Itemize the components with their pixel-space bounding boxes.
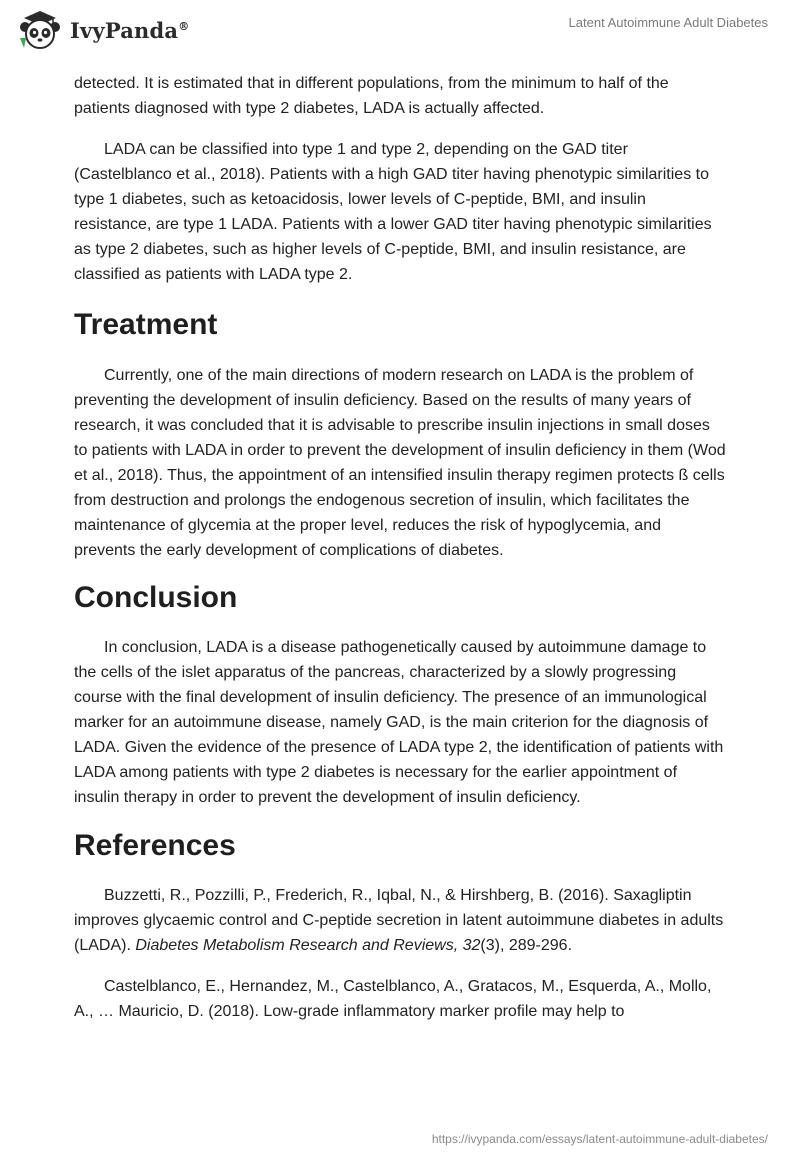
source-url[interactable]: https://ivypanda.com/essays/latent-autoimmune-adult-diabetes/ bbox=[431, 1132, 768, 1146]
reference-pages: (3), 289-296. bbox=[480, 937, 573, 954]
essay-content bbox=[74, 71, 726, 1024]
panda-graduate-icon bbox=[16, 8, 62, 52]
document-title: Latent Autoimmune Adult Diabetes bbox=[568, 15, 768, 30]
page-header bbox=[0, 0, 800, 60]
heading-references: References bbox=[74, 829, 236, 862]
paragraph-conclusion: In conclusion, LADA is a disease pathogenetically caused by autoimmune damage to the cells of the islet apparatus of the pancreas, characterized by a slowly progressing course with the final development of insulin deficiency. The presence of an immunological marker for an autoimmune disease, namely GAD, is the main criterion for the diagnosis of LADA. Given the evidence of the presence of LADA type 2, the identification of patients with LADA among patients with type 2 diabetes is necessary for the earlier appointment of insulin therapy in order to prevent the development of insulin deficiency. bbox=[74, 639, 724, 806]
paragraph-treatment: Currently, one of the main directions of modern research on LADA is the problem of preventing the development of insulin deficiency. Based on the results of many years of research, it was concluded that it is advisable to prescribe insulin injections in small doses to patients with LADA in order to prevent the development of insulin deficiency in them (Wod et al., 2018). Thus, the appointment of an intensified insulin therapy regimen protects ß cells from destruction and prolongs the endogenous secretion of insulin, which facilitates the maintenance of glycemia at the proper level, reduces the risk of hypoglycemia, and prevents the early development of complications of diabetes. bbox=[74, 367, 726, 559]
reference-item: Castelblanco, E., Hernandez, M., Castelblanco, A., Gratacos, M., Esquerda, A., Mollo, A., … Mauricio, D. (2018). Low-grade inflammatory marker profile may help to bbox=[74, 978, 712, 1020]
brand-logo[interactable] bbox=[16, 8, 189, 52]
paragraph-classification: LADA can be classified into type 1 and type 2, depending on the GAD titer (Castelblanco et al., 2018). Patients with a high GAD titer having phenotypic similarities to type 1 diabetes, such as ketoacidosis, lower levels of C-peptide, BMI, and insulin resistance, are type 1 LADA. Patients with a lower GAD titer having phenotypic similarities as type 2 diabetes, such as higher levels of C-peptide, BMI, and insulin resistance, are classified as patients with LADA type 2. bbox=[74, 141, 712, 283]
paragraph-intro: detected. It is estimated that in different populations, from the minimum to half of the patients diagnosed with type 2 diabetes, LADA is actually affected. bbox=[74, 75, 669, 117]
heading-treatment: Treatment bbox=[74, 308, 218, 341]
reference-text: Buzzetti, R., Pozzilli, P., Frederich, R., Iqbal, N., & Hirshberg, B. (2016). Saxagliptin improves glycaemic control and C-peptide secretion in latent autoimmune diabetes in adults (LADA). bbox=[74, 887, 724, 954]
brand-name: IvyPanda® bbox=[70, 17, 190, 43]
reference-item bbox=[74, 883, 726, 958]
reference-journal: Diabetes Metabolism Research and Reviews, 32 bbox=[135, 937, 481, 954]
heading-conclusion: Conclusion bbox=[74, 581, 238, 614]
